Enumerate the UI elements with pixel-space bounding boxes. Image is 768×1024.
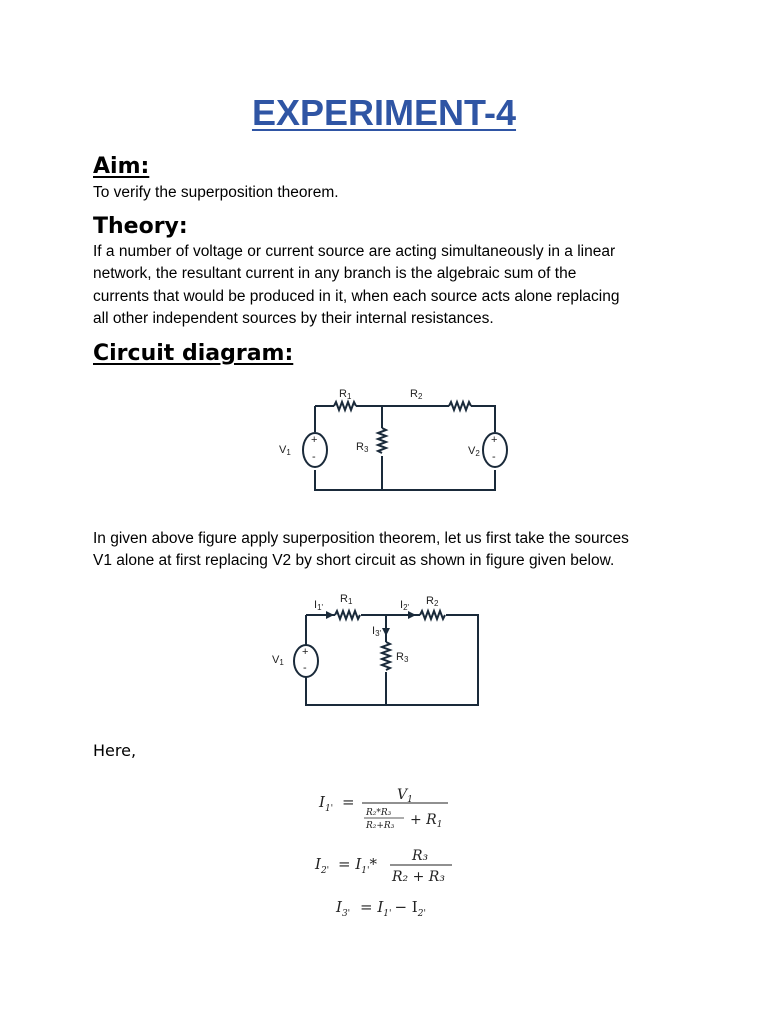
fig2-r2-resistor <box>420 611 445 619</box>
fig1-r3-label: R3 <box>356 441 369 454</box>
fig1-v2-label: V2 <box>468 445 480 458</box>
eq1-equals: = <box>342 793 355 811</box>
eq3-lhs: $I_{3'}$ <box>336 898 351 919</box>
circuit-figure-1 <box>270 380 500 500</box>
eq1-inner-numerator: R₂*R₃ <box>366 808 392 818</box>
aim-text: To verify the superposition theorem. <box>93 184 339 201</box>
fig1-r2-resistor <box>449 402 471 410</box>
aim-heading: Aim: <box>93 154 150 179</box>
fig2-arrow-i2 <box>408 611 416 619</box>
fig1-minus-sign: - <box>312 451 316 463</box>
here-label: Here, <box>93 741 137 760</box>
eq1-plus-term: + $R_1$ <box>410 812 443 830</box>
fig2-minus-sign: - <box>303 662 307 674</box>
fig2-arrow-i1 <box>326 611 334 619</box>
theory-line: all other independent sources by their internal resistances. <box>93 310 494 328</box>
fig1-r2-label: R2 <box>410 388 423 401</box>
fig2-r1-label: R1 <box>340 593 353 606</box>
fig2-i3-label: I3' <box>372 625 382 638</box>
eq2-lhs: $I_{2'}$ <box>315 855 330 876</box>
fig1-r3-resistor <box>378 428 386 453</box>
fig1-r1-label: R1 <box>339 388 352 401</box>
fig2-r1-resistor <box>335 611 360 619</box>
description-line: V1 alone at first replacing V2 by short circuit as shown in figure given below. <box>93 552 615 570</box>
eq3-rhs: = $I_{1'} - I_{2'}$ <box>360 898 426 919</box>
fig1-v1-label: V1 <box>279 444 291 457</box>
theory-line: network, the resultant current in any branch is the algebraic sum of the <box>93 265 577 283</box>
theory-heading: Theory: <box>93 214 188 239</box>
fig2-v1-label: V1 <box>272 654 284 667</box>
description-paragraph <box>93 528 693 573</box>
eq2-numerator: R₃ <box>412 848 429 864</box>
fig1-plus-sign: + <box>311 434 318 446</box>
fig2-r3-resistor <box>382 642 390 670</box>
fig2-r2-label: R2 <box>426 595 439 608</box>
fig2-r3-label: R3 <box>396 651 409 664</box>
theory-paragraph <box>93 241 673 331</box>
fig2-wire <box>306 615 478 705</box>
fig2-i2-label: I2' <box>400 599 410 612</box>
fig2-plus-sign: + <box>302 646 309 658</box>
eq2-rhs: = $I_{1'}*$ <box>338 855 377 876</box>
eq2-denominator: R₂ + R₃ <box>392 869 445 885</box>
eq1-numerator: $V_1$ <box>397 787 413 805</box>
page-title: EXPERIMENT-4 <box>251 92 517 133</box>
eq1-lhs: $I_{1'}$ <box>319 793 334 814</box>
circuit-figure-2 <box>268 590 498 715</box>
eq1-inner-denominator: R₂+R₃ <box>366 821 395 831</box>
circuit-diagram-heading: Circuit diagram: <box>93 341 294 366</box>
fig2-i1-label: I1' <box>314 599 324 612</box>
fig2-arrow-i3 <box>382 628 390 636</box>
fig1-minus-sign: - <box>492 451 496 463</box>
description-line: In given above figure apply superposition theorem, let us first take the sources <box>93 530 629 547</box>
fig1-plus-sign: + <box>491 434 498 446</box>
equations-block <box>300 780 480 920</box>
theory-line: currents that would be produced in it, when each source acts alone replacing <box>93 287 620 305</box>
fig1-r1-resistor <box>334 402 356 410</box>
theory-line: If a number of voltage or current source are acting simultaneously in a linear <box>93 243 616 260</box>
